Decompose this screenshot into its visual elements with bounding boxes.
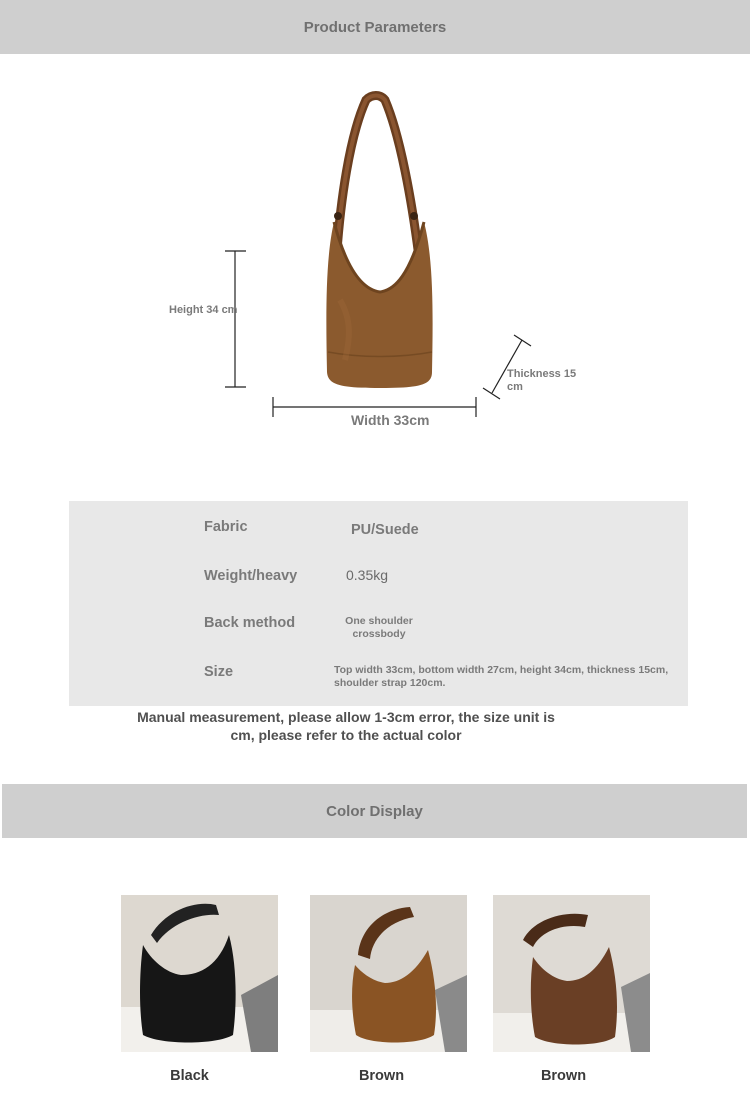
section-banner-product-parameters xyxy=(0,0,750,54)
bag-dimension-diagram xyxy=(0,54,750,494)
thickness-label: Thickness 15 cm xyxy=(507,368,577,393)
spec-label-back-method: Back method xyxy=(204,615,296,631)
strap-buckle-right xyxy=(410,212,418,220)
spec-label-weight: Weight/heavy xyxy=(204,568,298,584)
color-label-brown-1: Brown xyxy=(358,1068,405,1084)
spec-label-size: Size xyxy=(204,664,234,680)
section-banner-color-display xyxy=(2,784,747,838)
spec-value-size-line-1: Top width 33cm, bottom width 27cm, height 34cm, thickness 15cm, xyxy=(334,664,669,676)
spec-label-fabric: Fabric xyxy=(204,519,248,535)
width-label: Width 33cm xyxy=(351,412,430,428)
color-swatch-brown-2[interactable] xyxy=(493,895,650,1052)
spec-value-size-line-2: shoulder strap 120cm. xyxy=(334,677,446,689)
bag-photo-black xyxy=(121,895,278,1052)
spec-value-weight: 0.35kg xyxy=(346,567,389,583)
color-label-black: Black xyxy=(170,1068,209,1084)
bag-photo-brown-2 xyxy=(493,895,650,1052)
strap-buckle-left xyxy=(334,212,342,220)
specs-panel xyxy=(69,501,688,706)
color-swatch-black[interactable] xyxy=(121,895,278,1052)
spec-value-fabric: PU/Suede xyxy=(351,522,419,538)
bag-photo-brown-1 xyxy=(310,895,467,1052)
height-label: Height 34 cm xyxy=(169,304,238,316)
color-swatch-brown-1[interactable] xyxy=(310,895,467,1052)
spec-value-back-method xyxy=(334,615,424,641)
note-line-1: Manual measurement, please allow 1-3cm error, the size unit is xyxy=(137,709,555,725)
section-title: Color Display xyxy=(326,802,423,820)
color-label-brown-2: Brown xyxy=(540,1068,587,1084)
spec-value-size xyxy=(334,664,714,690)
spec-value-back-line-1: One shoulder xyxy=(345,615,413,627)
section-title: Product Parameters xyxy=(303,18,447,36)
note-line-2: cm, please refer to the actual color xyxy=(230,727,462,743)
measurement-note xyxy=(100,708,592,744)
spec-value-back-line-2: crossbody xyxy=(352,628,406,640)
